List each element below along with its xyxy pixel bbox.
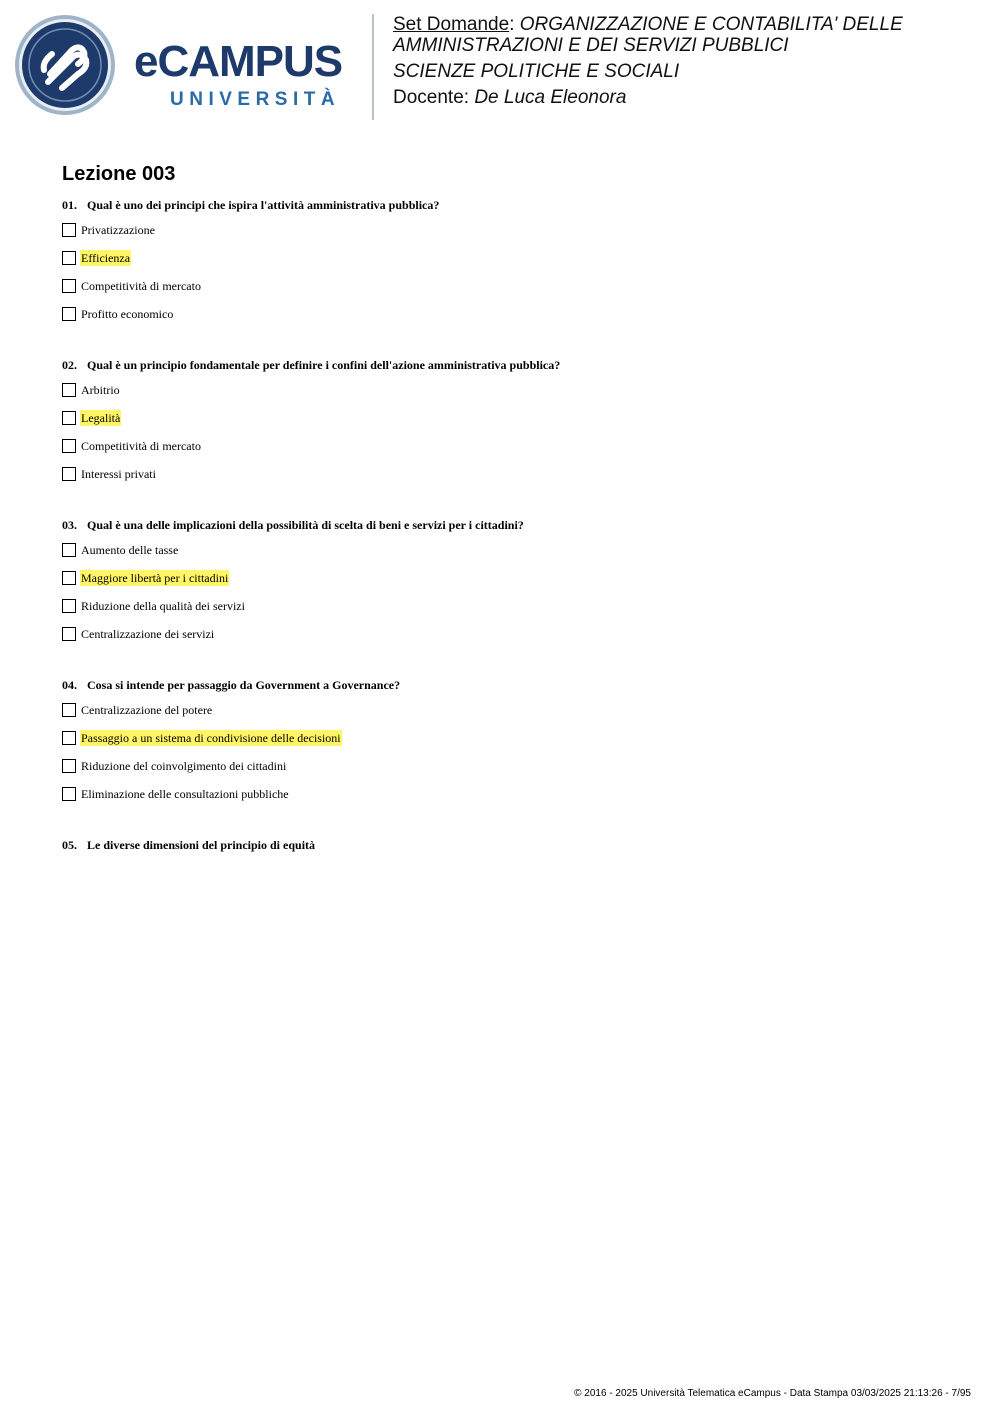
answer-checkbox[interactable] <box>62 383 76 397</box>
question-block <box>62 675 962 812</box>
answer-text: Aumento delle tasse <box>81 543 179 557</box>
question-number: 02. <box>62 358 77 372</box>
answer-checkbox[interactable] <box>62 543 76 557</box>
teacher-line <box>393 87 983 108</box>
answer-option[interactable] <box>62 540 962 568</box>
answer-checkbox[interactable] <box>62 251 76 265</box>
answer-checkbox[interactable] <box>62 703 76 717</box>
question-text: Qual è un principio fondamentale per definire i confini dell'azione amministrativa pubblica? <box>87 358 561 372</box>
question-number: 05. <box>62 838 77 852</box>
answer-text: Competitività di mercato <box>81 439 201 453</box>
answer-text-highlighted: Legalità <box>81 411 121 425</box>
answer-option[interactable] <box>62 408 962 436</box>
answer-option[interactable] <box>62 248 962 276</box>
answer-checkbox[interactable] <box>62 787 76 801</box>
answer-checkbox[interactable] <box>62 731 76 745</box>
answer-checkbox[interactable] <box>62 439 76 453</box>
answer-text: Eliminazione delle consultazioni pubbliche <box>81 787 289 801</box>
question-text: Qual è uno dei principi che ispira l'attività amministrativa pubblica? <box>87 198 440 212</box>
ecampus-logo <box>14 14 359 116</box>
answer-option[interactable] <box>62 304 962 332</box>
brand-subtitle: UNIVERSITÀ <box>170 89 341 110</box>
answer-checkbox[interactable] <box>62 279 76 293</box>
faculty-name: SCIENZE POLITICHE E SOCIALI <box>393 61 680 82</box>
answer-text: Interessi privati <box>81 467 156 481</box>
course-header <box>393 14 983 108</box>
answer-text-highlighted: Maggiore libertà per i cittadini <box>81 571 229 585</box>
answer-checkbox[interactable] <box>62 759 76 773</box>
answer-option[interactable] <box>62 380 962 408</box>
question-block <box>62 835 962 855</box>
answer-option[interactable] <box>62 624 962 652</box>
brand-wordmark <box>134 37 359 112</box>
answer-text: Competitività di mercato <box>81 279 201 293</box>
question-title <box>62 195 962 215</box>
ecampus-seal-icon <box>14 14 116 116</box>
question-title <box>62 355 962 375</box>
course-title-line <box>393 14 983 56</box>
question-number: 04. <box>62 678 77 692</box>
answer-option[interactable] <box>62 220 962 248</box>
answer-checkbox[interactable] <box>62 223 76 237</box>
brand-name: eCAMPUS <box>134 37 343 86</box>
answer-option[interactable] <box>62 568 962 596</box>
answer-text: Profitto economico <box>81 307 174 321</box>
question-title <box>62 675 962 695</box>
answer-option[interactable] <box>62 436 962 464</box>
answer-option[interactable] <box>62 700 962 728</box>
question-title <box>62 515 962 535</box>
question-text: Qual è una delle implicazioni della possibilità di scelta di beni e servizi per i cittadini? <box>87 518 524 532</box>
answer-option[interactable] <box>62 276 962 304</box>
answer-checkbox[interactable] <box>62 599 76 613</box>
lesson-title: Lezione 003 <box>62 163 176 185</box>
page-footer: © 2016 - 2025 Università Telematica eCampus - Data Stampa 03/03/2025 21:13:26 - 7/95 <box>574 1388 971 1399</box>
answer-checkbox[interactable] <box>62 411 76 425</box>
question-number: 03. <box>62 518 77 532</box>
set-separator: : <box>509 14 515 35</box>
answer-text: Riduzione della qualità dei servizi <box>81 599 245 613</box>
question-block <box>62 515 962 652</box>
question-text: Le diverse dimensioni del principio di equità <box>87 838 316 852</box>
answer-text: Centralizzazione dei servizi <box>81 627 215 641</box>
answer-checkbox[interactable] <box>62 627 76 641</box>
header-divider <box>372 14 374 120</box>
answer-option[interactable] <box>62 756 962 784</box>
answer-option[interactable] <box>62 464 962 492</box>
answer-text-highlighted: Passaggio a un sistema di condivisione delle decisioni <box>81 731 341 745</box>
question-block <box>62 195 962 332</box>
answer-text-highlighted: Efficienza <box>81 251 131 265</box>
question-title <box>62 835 962 855</box>
teacher-name: De Luca Eleonora <box>474 87 627 108</box>
answer-option[interactable] <box>62 728 962 756</box>
course-title: ORGANIZZAZIONE E CONTABILITA' DELLE AMMINISTRAZIONI E DEI SERVIZI PUBBLICI <box>393 14 903 56</box>
answer-text: Arbitrio <box>81 383 120 397</box>
question-block <box>62 355 962 492</box>
answer-text: Riduzione del coinvolgimento dei cittadini <box>81 759 287 773</box>
answer-checkbox[interactable] <box>62 571 76 585</box>
answer-option[interactable] <box>62 596 962 624</box>
answer-text: Privatizzazione <box>81 223 155 237</box>
set-label: Set Domande <box>393 14 510 35</box>
answer-text: Centralizzazione del potere <box>81 703 213 717</box>
question-text: Cosa si intende per passaggio da Government a Governance? <box>87 678 401 692</box>
answer-checkbox[interactable] <box>62 467 76 481</box>
answer-checkbox[interactable] <box>62 307 76 321</box>
question-number: 01. <box>62 198 77 212</box>
answer-option[interactable] <box>62 784 962 812</box>
question-list <box>62 195 962 878</box>
teacher-label: Docente: <box>393 87 470 108</box>
